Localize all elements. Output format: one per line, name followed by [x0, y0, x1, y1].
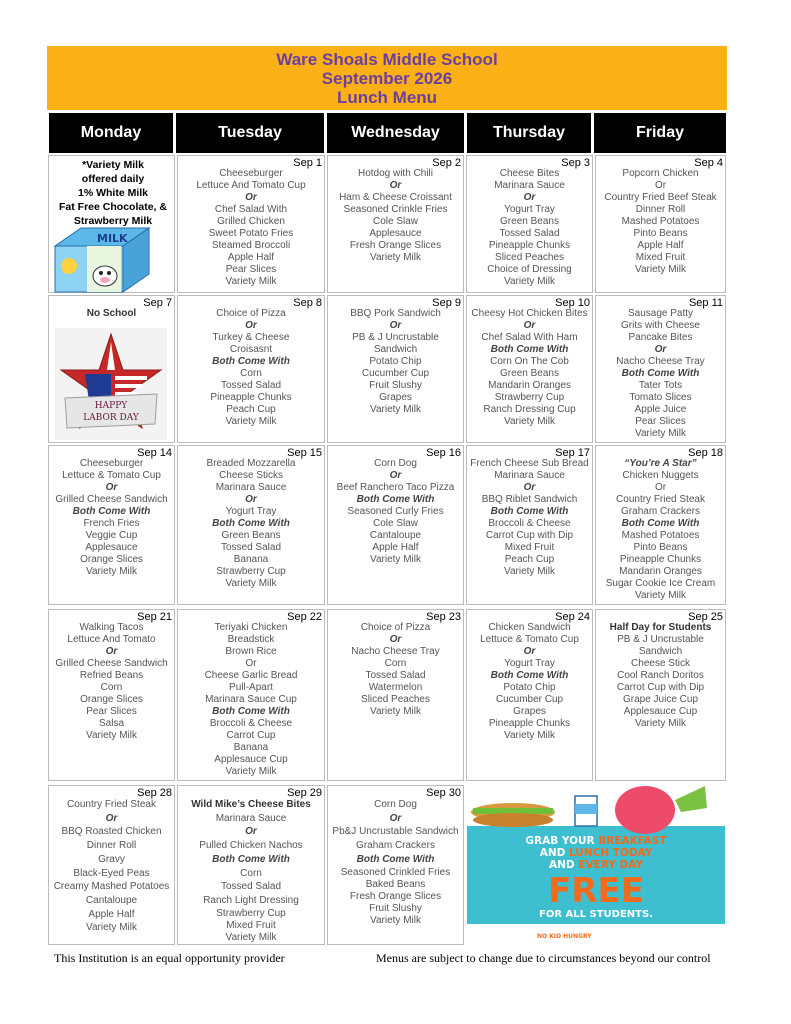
menu-title: Lunch Menu — [336, 88, 438, 107]
menu-item: Grape Juice Cup — [622, 694, 699, 705]
menu-item: Seasoned Crinkled Fries — [340, 866, 451, 878]
menu-item: Variety Milk — [504, 276, 555, 287]
menu-item: Baked Beans — [365, 878, 426, 890]
menu-item: Corn — [100, 682, 123, 693]
milk-carton-label: MILK — [97, 232, 128, 245]
menu-item: Apple Half — [88, 908, 135, 920]
menu-item: Or — [523, 320, 536, 331]
day-cell-sep-24 — [466, 609, 593, 781]
menu-item: Sugar Cookie Ice Cream — [605, 578, 716, 589]
menu-item: Corn — [240, 867, 262, 879]
menu-item: Corn Dog — [374, 799, 417, 810]
menu-item: Sliced Peaches — [495, 252, 564, 263]
menu-item: Strawberry Cup — [494, 392, 565, 403]
menu-item: Graham Crackers — [356, 840, 435, 852]
menu-item: Dinner Roll — [86, 840, 137, 852]
menu-item: Pineapple Chunks — [619, 554, 702, 565]
labor-day-star-illustration — [55, 328, 167, 440]
menu-item: Banana — [233, 554, 269, 565]
menu-item: Potato Chip — [369, 356, 422, 367]
menu-item: Tomato Slices — [629, 392, 692, 403]
milk-note-line: Fat Free Chocolate, & — [59, 201, 167, 213]
menu-item: Or — [245, 658, 257, 669]
day-date: Sep 10 — [555, 297, 590, 309]
menu-item: Tossed Salad — [499, 228, 560, 239]
menu-item: Chef Salad With Ham — [481, 332, 578, 343]
menu-item: Breaded Mozzarella — [206, 458, 296, 469]
menu-item: Creamy Mashed Potatoes — [53, 881, 170, 893]
menu-item: Pear Slices — [225, 264, 277, 275]
menu-item: Applesauce — [369, 228, 422, 239]
menu-item: Variety Milk — [635, 264, 686, 275]
milk-note-line: Strawberry Milk — [73, 215, 153, 227]
menu-item: Sandwich — [373, 344, 418, 355]
promo-free-text: FREE — [548, 871, 644, 911]
menu-item: Or — [389, 320, 402, 331]
menu-item: Veggie Cup — [85, 530, 138, 541]
menu-item: Or — [105, 482, 118, 493]
day-date: Sep 29 — [287, 787, 322, 799]
menu-item: Apple Half — [637, 240, 684, 251]
menu-item: Or — [654, 482, 667, 493]
menu-item: Mandarin Oranges — [619, 566, 702, 577]
labor-day-banner-text: LABOR DAY — [83, 413, 139, 423]
menu-item: BBQ Pork Sandwich — [350, 308, 441, 319]
menu-item: Lettuce And Tomato — [67, 634, 156, 645]
menu-item: Grapes — [513, 706, 546, 717]
day-date: Sep 3 — [561, 157, 590, 169]
footer-equal-opportunity: This Institution is an equal opportunity provider — [54, 951, 285, 965]
menu-item: Marinara Sauce — [215, 482, 287, 493]
day-cell-sep-7 — [48, 295, 175, 443]
menu-item: Mashed Potatoes — [621, 530, 700, 541]
day-cell-sep-21 — [48, 609, 175, 781]
menu-item: Both Come With — [621, 518, 700, 529]
day-cell-sep-17 — [466, 445, 593, 605]
menu-item: Breadstick — [227, 634, 275, 645]
menu-item: Or — [389, 812, 402, 824]
day-cell-sep-30 — [327, 785, 464, 945]
menu-item: Banana — [233, 742, 269, 753]
menu-item: Walking Tacos — [79, 622, 144, 633]
menu-item: Pineapple Chunks — [210, 392, 292, 403]
menu-item: Potato Chip — [503, 682, 556, 693]
menu-item: Pulled Chicken Nachos — [199, 840, 303, 852]
promo-line-3 — [549, 859, 643, 871]
menu-item: Fresh Orange Slices — [349, 890, 442, 902]
day-cell-sep-14 — [48, 445, 175, 605]
menu-item: Mixed Fruit — [635, 252, 686, 263]
day-cell-sep-18 — [595, 445, 726, 605]
menu-item: Both Come With — [212, 853, 290, 865]
menu-item: Apple Half — [372, 542, 419, 553]
menu-item: Choice of Pizza — [216, 308, 286, 319]
menu-item: Or — [245, 320, 257, 331]
menu-item: Variety Milk — [225, 931, 277, 943]
day-cell-sep-2 — [327, 155, 464, 293]
menu-item: Cole Slaw — [372, 216, 419, 227]
menu-item: Or — [105, 812, 118, 824]
menu-item: Or — [245, 494, 257, 505]
menu-item: Tossed Salad — [220, 542, 282, 553]
menu-item: Cheese Garlic Bread — [204, 670, 298, 681]
menu-item: Variety Milk — [86, 566, 137, 577]
menu-item: French Cheese Sub Bread — [470, 458, 589, 469]
day-cell-sep-1 — [177, 155, 325, 293]
milk-note-line: offered daily — [81, 173, 145, 185]
promo-line-1 — [525, 835, 667, 847]
day-date: Sep 24 — [555, 611, 590, 623]
day-cell-sep-22 — [177, 609, 325, 781]
day-date: Sep 8 — [293, 297, 322, 309]
menu-item: Cantaloupe — [85, 894, 138, 906]
menu-item: Sandwich — [638, 646, 683, 657]
day-cell-sep-16 — [327, 445, 464, 605]
menu-item: Black-Eyed Peas — [73, 867, 150, 879]
menu-item: Steamed Broccoli — [211, 240, 291, 251]
menu-item: Variety Milk — [86, 730, 137, 741]
menu-item: Ham & Cheese Croissant — [339, 192, 452, 203]
menu-item: Both Come With — [356, 494, 435, 505]
menu-item: Seasoned Curly Fries — [347, 506, 444, 517]
menu-item: Corn Dog — [374, 458, 417, 469]
menu-item: Or — [245, 826, 257, 838]
menu-item: Variety Milk — [225, 416, 277, 427]
menu-item: Variety Milk — [370, 404, 421, 415]
menu-item: Both Come With — [621, 368, 700, 379]
menu-item: Applesauce — [85, 542, 138, 553]
menu-item: Popcorn Chicken — [622, 168, 699, 179]
day-cell-sep-4 — [595, 155, 726, 293]
menu-item: Cool Ranch Doritos — [617, 670, 704, 681]
day-date: Sep 1 — [293, 157, 322, 169]
menu-item: Fruit Slushy — [369, 902, 422, 914]
menu-item: Lettuce & Tomato Cup — [480, 634, 579, 645]
day-date: Sep 9 — [432, 297, 461, 309]
day-date: Sep 4 — [694, 157, 723, 169]
day-header-monday: Monday — [49, 113, 173, 153]
menu-item: Variety Milk — [86, 922, 137, 934]
day-cell-sep-29 — [177, 785, 325, 945]
menu-item: Lettuce & Tomato Cup — [62, 470, 161, 481]
no-kid-hungry-logo: NO KID HUNGRY — [537, 933, 592, 940]
menu-item: Variety Milk — [370, 706, 421, 717]
promo-line-3-accent: EVERY DAY — [578, 859, 643, 871]
day-date: Sep 21 — [137, 611, 172, 623]
menu-item: Apple Half — [227, 252, 275, 263]
menu-item: Fresh Orange Slices — [349, 240, 442, 251]
menu-item: Grilled Cheese Sandwich — [55, 658, 168, 669]
day-cell-sep-10 — [466, 295, 593, 443]
menu-item: Ranch Light Dressing — [203, 894, 299, 906]
menu-item: PB & J Uncrustable — [617, 634, 704, 645]
menu-item: “You’re A Star” — [624, 458, 697, 469]
day-date: Sep 11 — [688, 297, 723, 309]
menu-item: Tossed Salad — [365, 670, 426, 681]
menu-item: Variety Milk — [504, 416, 555, 427]
menu-item: Or — [654, 344, 667, 355]
weekday-header-row — [49, 113, 726, 153]
day-date: Sep 30 — [426, 787, 461, 799]
menu-item: Yogurt Tray — [504, 658, 555, 669]
menu-item: Nacho Cheese Tray — [351, 646, 440, 657]
promo-line-3-white: AND — [549, 859, 579, 871]
day-date: Sep 23 — [426, 611, 461, 623]
menu-item: Yogurt Tray — [225, 506, 277, 517]
promo-line-4: FOR ALL STUDENTS. — [539, 909, 653, 920]
day-date: Sep 18 — [688, 447, 723, 459]
menu-item: Strawberry Cup — [216, 566, 286, 577]
menu-item: Pear Slices — [635, 416, 686, 427]
menu-item: Nacho Cheese Tray — [616, 356, 705, 367]
menu-item: Or — [523, 192, 536, 203]
menu-item: Variety Milk — [635, 428, 686, 439]
menu-item: Half Day for Students — [609, 622, 712, 633]
menu-item: Applesauce Cup — [214, 754, 288, 765]
menu-item: Grapes — [379, 392, 412, 403]
menu-item: Corn On The Cob — [490, 356, 569, 367]
menu-item: Watermelon — [368, 682, 423, 693]
menu-item: Pineapple Chunks — [488, 718, 571, 729]
menu-item: Or — [389, 180, 402, 191]
menu-item: Cheese Stick — [631, 658, 690, 669]
menu-item: Peach Cup — [504, 554, 555, 565]
day-cell-sep-28 — [48, 785, 175, 945]
menu-item: Seasoned Crinkle Fries — [343, 204, 448, 215]
menu-item: Chicken Nuggets — [622, 470, 699, 481]
menu-item: Turkey & Cheese — [212, 332, 290, 343]
menu-item: Pear Slices — [86, 706, 137, 717]
menu-item: Variety Milk — [370, 914, 421, 926]
menu-item: Chef Salad With — [214, 204, 288, 215]
menu-item: Carrot Cup — [226, 730, 276, 741]
menu-item: Variety Milk — [225, 276, 277, 287]
menu-item: Or — [389, 634, 402, 645]
menu-item: Variety Milk — [370, 554, 421, 565]
menu-item: Corn — [384, 658, 407, 669]
menu-item: Broccoli & Cheese — [209, 718, 293, 729]
menu-item: Pull-Apart — [229, 682, 273, 693]
day-date: Sep 7 — [143, 297, 172, 309]
milk-note — [53, 158, 173, 228]
day-cell-sep-11 — [595, 295, 726, 443]
menu-item: Cole Slaw — [372, 518, 419, 529]
school-name: Ware Shoals Middle School — [276, 50, 498, 69]
day-date: Sep 28 — [137, 787, 172, 799]
menu-item: Or — [389, 470, 402, 481]
menu-item: Wild Mike’s Cheese Bites — [191, 799, 311, 810]
menu-item: Pinto Beans — [633, 228, 688, 239]
menu-item: Country Fried Beef Steak — [604, 192, 717, 203]
menu-item: Or — [523, 482, 536, 493]
menu-item: Country Fried Steak — [67, 799, 156, 810]
menu-item: Pancake Bites — [628, 332, 693, 343]
menu-item: Cheese Bites — [499, 168, 560, 179]
menu-item: Gravy — [98, 853, 125, 865]
menu-item: Fruit Slushy — [369, 380, 422, 391]
promo-line-2 — [540, 847, 653, 859]
menu-item: Both Come With — [212, 518, 290, 529]
menu-item: Grits with Cheese — [621, 320, 700, 331]
menu-item: Orange Slices — [80, 554, 143, 565]
menu-item: Chicken Sandwich — [488, 622, 571, 633]
menu-item: Cantaloupe — [369, 530, 422, 541]
labor-day-banner-text: HAPPY — [94, 401, 128, 411]
menu-item: Sweet Potato Fries — [208, 228, 294, 239]
menu-item: Variety Milk — [225, 578, 277, 589]
free-meals-promo — [467, 786, 725, 946]
milk-note-line: 1% White Milk — [77, 187, 148, 199]
menu-item: Variety Milk — [225, 766, 277, 777]
menu-item: Broccoli & Cheese — [488, 518, 571, 529]
day-date: Sep 16 — [426, 447, 461, 459]
day-header-thursday: Thursday — [467, 113, 591, 153]
menu-month: September 2026 — [321, 69, 453, 88]
menu-item: Green Beans — [500, 216, 559, 227]
promo-line-2-accent: LUNCH TODAY — [568, 847, 653, 859]
menu-item: BBQ Riblet Sandwich — [481, 494, 578, 505]
day-cell-sep-3 — [466, 155, 593, 293]
menu-item: Strawberry Cup — [216, 907, 286, 919]
day-date: Sep 22 — [287, 611, 322, 623]
menu-item: Green Beans — [221, 530, 281, 541]
menu-item: Cheesy Hot Chicken Bites — [471, 308, 588, 319]
menu-item: Croisasnt — [229, 344, 273, 355]
menu-item: Peach Cup — [226, 404, 276, 415]
menu-item: Salsa — [98, 718, 124, 729]
menu-item: Cheeseburger — [219, 168, 283, 179]
menu-item: Marinara Sauce — [494, 180, 565, 191]
menu-item: Refried Beans — [79, 670, 144, 681]
menu-item: Both Come With — [72, 506, 151, 517]
menu-item: Graham Crackers — [621, 506, 700, 517]
menu-item: Pineapple Chunks — [488, 240, 571, 251]
day-cell-milk-info — [48, 155, 175, 293]
day-date: Sep 25 — [688, 611, 723, 623]
menu-item: Mixed Fruit — [226, 919, 276, 931]
menu-item: Pinto Beans — [633, 542, 688, 553]
menu-item: Variety Milk — [370, 252, 421, 263]
menu-item: Dinner Roll — [635, 204, 686, 215]
menu-item: BBQ Roasted Chicken — [61, 826, 162, 838]
promo-line-1-accent: BREAKFAST — [598, 835, 667, 847]
menu-item: Country Fried Steak — [616, 494, 705, 505]
menu-item: Variety Milk — [635, 590, 686, 601]
menu-item: French Fries — [83, 518, 140, 529]
menu-item: Brown Rice — [225, 646, 277, 657]
menu-item: Or — [654, 180, 667, 191]
day-date: Sep 15 — [287, 447, 322, 459]
menu-item: Applesauce Cup — [623, 706, 698, 717]
day-date: Sep 2 — [432, 157, 461, 169]
menu-item: Beef Ranchero Taco Pizza — [336, 482, 455, 493]
menu-item: Mashed Potatoes — [621, 216, 700, 227]
menu-item: Cucumber Cup — [495, 694, 564, 705]
menu-item: Grilled Chicken — [217, 216, 285, 227]
menu-item: Choice of Dressing — [487, 264, 572, 275]
menu-item: Mixed Fruit — [504, 542, 555, 553]
menu-item: Or — [523, 646, 536, 657]
menu-item: Or — [245, 192, 257, 203]
menu-item: Apple Juice — [634, 404, 687, 415]
day-cell-sep-23 — [327, 609, 464, 781]
menu-item: Both Come With — [490, 670, 569, 681]
menu-item: Variety Milk — [635, 718, 686, 729]
day-header-wednesday: Wednesday — [327, 113, 464, 153]
menu-item: No School — [86, 308, 137, 319]
footer-disclaimer: Menus are subject to change due to circumstances beyond our control — [376, 951, 711, 965]
menu-item: Corn — [240, 368, 262, 379]
day-cell-sep-15 — [177, 445, 325, 605]
menu-item: Variety Milk — [504, 566, 555, 577]
menu-item: Hotdog with Chili — [357, 168, 434, 179]
menu-item: Yogurt Tray — [504, 204, 555, 215]
menu-item: Both Come With — [212, 356, 290, 367]
menu-item: Teriyaki Chicken — [214, 622, 288, 633]
menu-item: Pb&J Uncrustable Sandwich — [332, 826, 459, 838]
menu-item: Marinara Sauce — [215, 812, 287, 824]
milk-note-line: *Variety Milk — [82, 159, 144, 171]
day-cell-sep-9 — [327, 295, 464, 443]
menu-item: Both Come With — [490, 506, 569, 517]
menu-item: Carrot Cup with Dip — [485, 530, 574, 541]
menu-item: Sausage Patty — [627, 308, 694, 319]
header-banner — [47, 46, 727, 110]
menu-item: Tater Tots — [638, 380, 683, 391]
menu-item: Variety Milk — [504, 730, 555, 741]
menu-item: Cheeseburger — [79, 458, 144, 469]
menu-item: Cheese Sticks — [219, 470, 283, 481]
menu-item: Green Beans — [500, 368, 559, 379]
promo-line-2-white: AND — [539, 847, 569, 859]
promo-graphic — [467, 786, 725, 946]
menu-item: Both Come With — [356, 853, 435, 865]
menu-item: Cucumber Cup — [361, 368, 430, 379]
menu-item: Choice of Pizza — [360, 622, 431, 633]
milk-carton-illustration — [53, 226, 161, 294]
day-cell-sep-8 — [177, 295, 325, 443]
promo-line-1-white: GRAB YOUR — [525, 835, 599, 847]
menu-item: Tossed Salad — [220, 380, 282, 391]
menu-item: PB & J Uncrustable — [352, 332, 439, 343]
day-header-friday: Friday — [594, 113, 726, 153]
day-header-tuesday: Tuesday — [176, 113, 324, 153]
day-date: Sep 14 — [137, 447, 172, 459]
menu-item: Both Come With — [490, 344, 569, 355]
menu-item: Carrot Cup with Dip — [616, 682, 705, 693]
menu-item: Marinara Sauce Cup — [205, 694, 297, 705]
menu-item: Lettuce And Tomato Cup — [196, 180, 306, 191]
menu-item: Ranch Dressing Cup — [483, 404, 576, 415]
menu-item: Or — [105, 646, 118, 657]
menu-item: Both Come With — [212, 706, 290, 717]
day-date: Sep 17 — [555, 447, 590, 459]
day-cell-sep-25 — [595, 609, 726, 781]
menu-item: Tossed Salad — [220, 881, 282, 893]
menu-item: Orange Slices — [80, 694, 143, 705]
menu-item: Grilled Cheese Sandwich — [55, 494, 168, 505]
menu-item: Sliced Peaches — [361, 694, 430, 705]
menu-item: Marinara Sauce — [494, 470, 565, 481]
menu-item: Mandarin Oranges — [488, 380, 571, 391]
